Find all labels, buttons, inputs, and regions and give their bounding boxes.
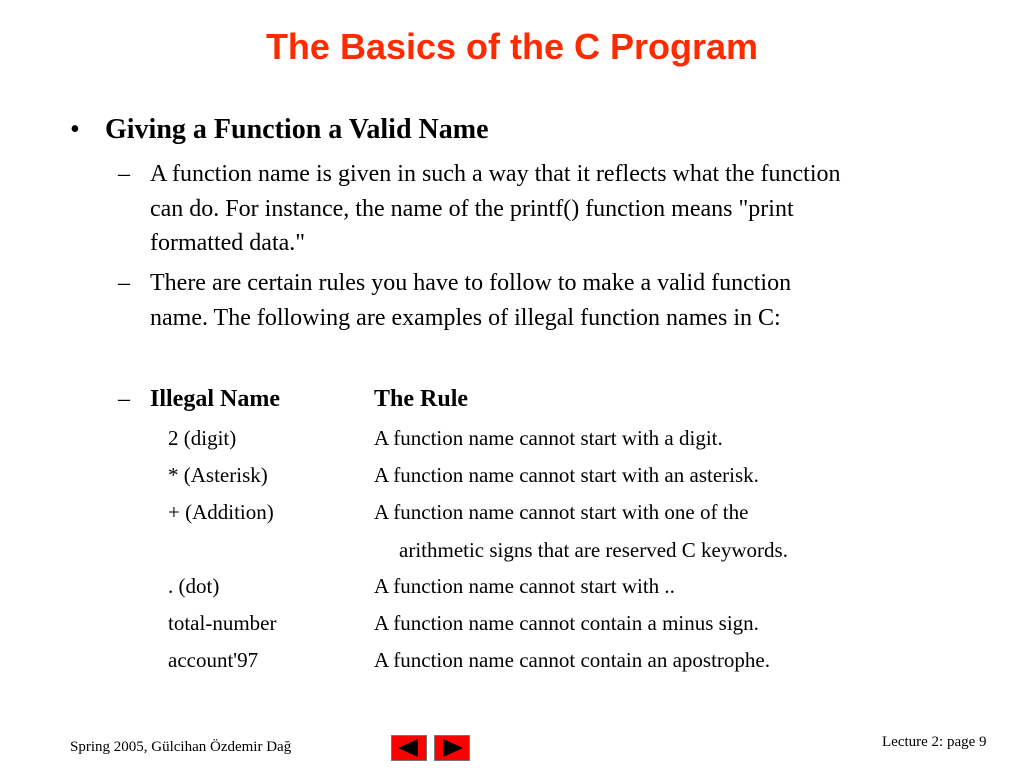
table-cell-rule: A function name cannot start with an asterisk.	[374, 463, 759, 487]
table-cell-rule-continued: arithmetic signs that are reserved C keywords.	[399, 538, 788, 562]
paragraph-rules-intro	[150, 266, 1000, 335]
bullet-marker: •	[70, 114, 80, 145]
table-cell-name: total-number	[168, 611, 277, 635]
table-cell-name: + (Addition)	[168, 500, 274, 524]
section-heading: Giving a Function a Valid Name	[105, 114, 489, 145]
dash-marker: –	[118, 270, 130, 296]
table-header-illegal-name: Illegal Name	[150, 386, 280, 412]
table-cell-rule: A function name cannot contain a minus sign.	[374, 611, 759, 635]
table-cell-rule: A function name cannot start with one of the	[374, 500, 749, 524]
paragraph-line: formatted data."	[150, 230, 306, 256]
triangle-left-icon	[392, 736, 426, 760]
paragraph-line: A function name is given in such a way that it reflects what the function	[150, 161, 841, 187]
paragraph-line: can do. For instance, the name of the printf() function means "print	[150, 195, 794, 222]
dash-marker: –	[118, 386, 130, 412]
footer-author: Spring 2005, Gülcihan Özdemir Dağ	[70, 739, 292, 755]
table-cell-name: account'97	[168, 648, 259, 672]
next-slide-button[interactable]	[434, 735, 470, 761]
paragraph-line: name. The following are examples of illegal function names in C:	[150, 304, 781, 331]
triangle-right-icon	[435, 736, 469, 760]
dash-marker: –	[118, 161, 130, 187]
table-header-rule: The Rule	[374, 386, 469, 412]
table-cell-rule: A function name cannot start with ..	[374, 574, 675, 598]
previous-slide-button[interactable]	[391, 735, 427, 761]
table-cell-rule: A function name cannot start with a digit.	[374, 426, 723, 450]
slide-title: The Basics of the C Program	[265, 26, 759, 67]
table-cell-name: . (dot)	[168, 574, 220, 598]
table-cell-rule: A function name cannot contain an apostrophe.	[374, 648, 770, 672]
table-cell-name: 2 (digit)	[168, 426, 237, 450]
table-cell-name: * (Asterisk)	[168, 463, 268, 487]
footer-page-number: Lecture 2: page 9	[882, 734, 987, 750]
paragraph-function-naming	[150, 157, 1000, 261]
paragraph-line: There are certain rules you have to follow to make a valid function	[150, 270, 792, 296]
